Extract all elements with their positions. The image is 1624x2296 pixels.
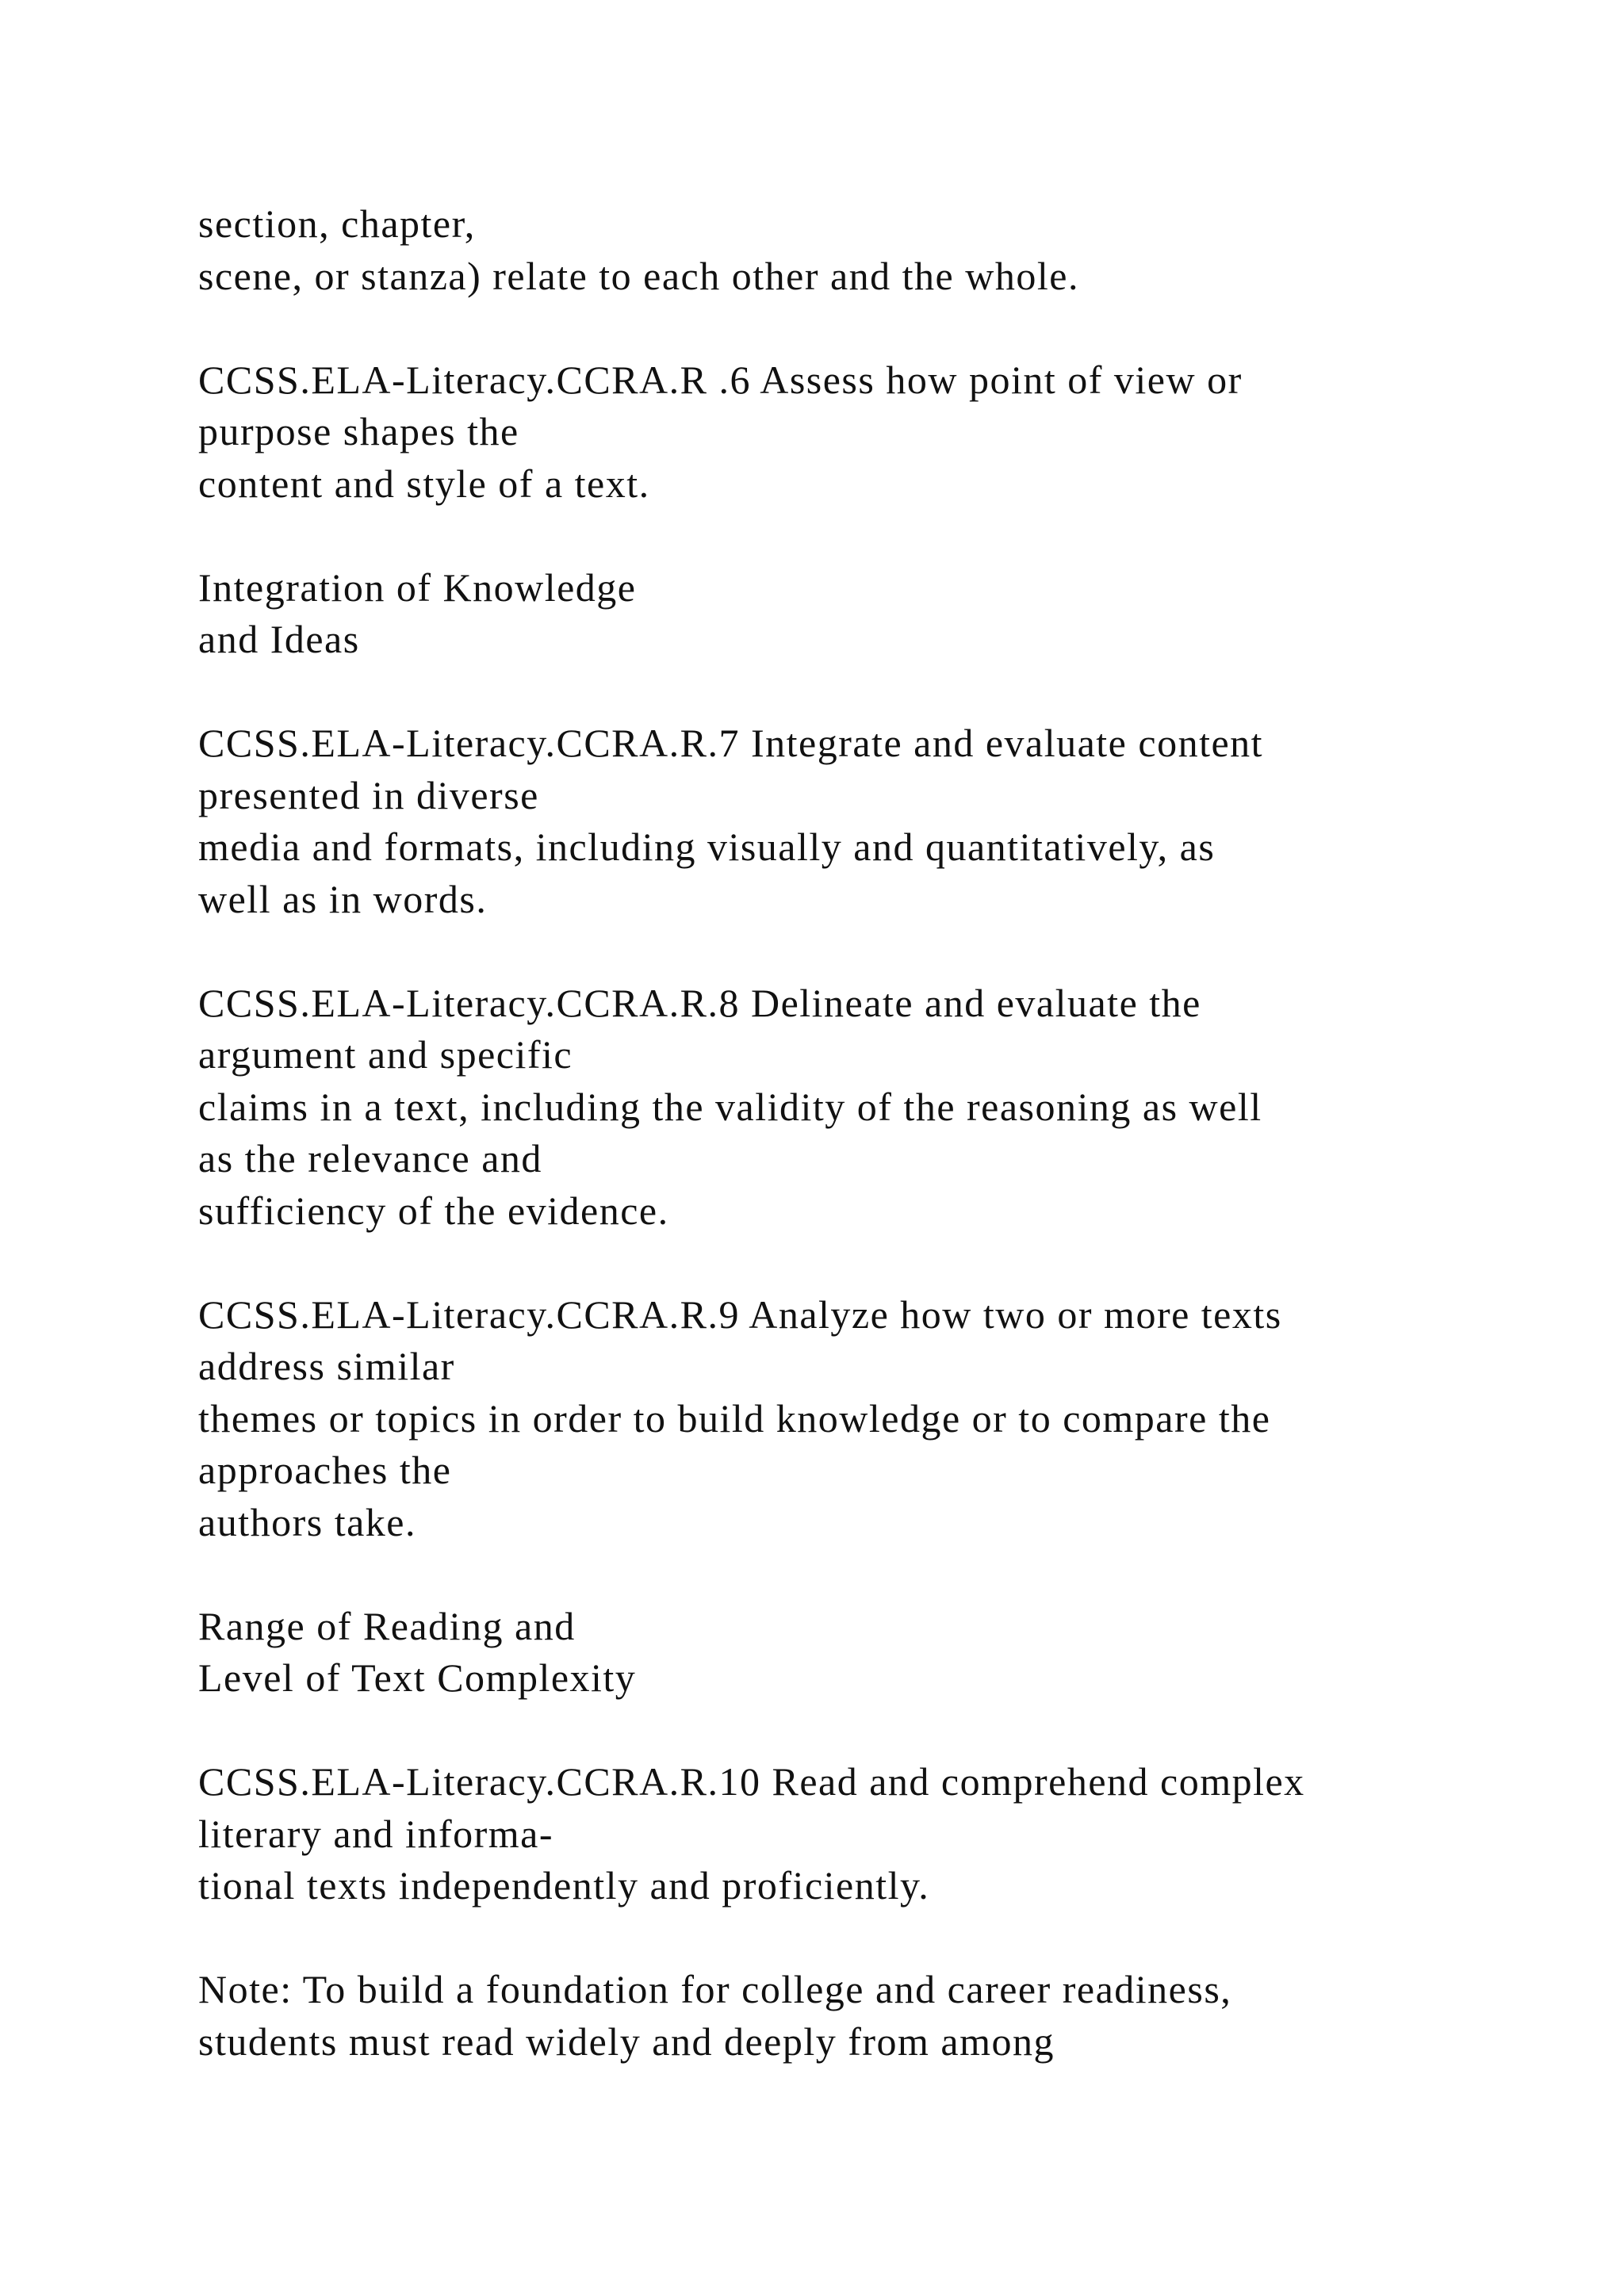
text-line: themes or topics in order to build knowledge or to compare the bbox=[198, 1395, 1271, 1441]
paragraph-standard-r10 bbox=[198, 1756, 1546, 1912]
document-body bbox=[198, 198, 1546, 2120]
text-line: authors take. bbox=[198, 1499, 416, 1544]
text-line: Level of Text Complexity bbox=[198, 1655, 637, 1700]
text-line: well as in words. bbox=[198, 876, 488, 921]
text-line: tional texts independently and proficiently. bbox=[198, 1863, 930, 1908]
text-line: sufficiency of the evidence. bbox=[198, 1188, 669, 1233]
text-line: purpose shapes the bbox=[198, 409, 519, 453]
text-line: CCSS.ELA-Literacy.CCRA.R.10 Read and comprehend complex bbox=[198, 1759, 1305, 1804]
paragraph-note bbox=[198, 1964, 1546, 2068]
text-line: CCSS.ELA-Literacy.CCRA.R .6 Assess how point of view or bbox=[198, 357, 1243, 402]
text-line: presented in diverse bbox=[198, 772, 539, 817]
text-line: Note: To build a foundation for college and career readiness, bbox=[198, 1967, 1232, 2011]
text-line: and Ideas bbox=[198, 617, 360, 661]
text-line: section, chapter, bbox=[198, 201, 476, 246]
text-line: claims in a text, including the validity of the reasoning as well bbox=[198, 1084, 1262, 1129]
text-line: address similar bbox=[198, 1344, 455, 1388]
text-line: CCSS.ELA-Literacy.CCRA.R.9 Analyze how two or more texts bbox=[198, 1292, 1282, 1337]
paragraph-standard-r8 bbox=[198, 978, 1546, 1238]
section-heading-integration bbox=[198, 562, 1546, 666]
text-line: CCSS.ELA-Literacy.CCRA.R.7 Integrate and evaluate content bbox=[198, 721, 1264, 765]
text-line: CCSS.ELA-Literacy.CCRA.R.8 Delineate and evaluate the bbox=[198, 980, 1201, 1025]
text-line: Range of Reading and bbox=[198, 1603, 576, 1648]
text-line: students must read widely and deeply from among bbox=[198, 2019, 1055, 2064]
text-line: as the relevance and bbox=[198, 1136, 542, 1181]
text-line: media and formats, including visually and quantitatively, as bbox=[198, 825, 1216, 869]
text-line: Integration of Knowledge bbox=[198, 564, 637, 610]
paragraph-structure-continuation bbox=[198, 198, 1546, 302]
text-line: content and style of a text. bbox=[198, 461, 650, 506]
text-line: approaches the bbox=[198, 1448, 452, 1492]
paragraph-standard-r9 bbox=[198, 1289, 1546, 1549]
paragraph-standard-r6 bbox=[198, 354, 1546, 511]
paragraph-standard-r7 bbox=[198, 718, 1546, 925]
section-heading-range bbox=[198, 1601, 1546, 1705]
text-line: argument and specific bbox=[198, 1032, 573, 1077]
text-line: literary and informa- bbox=[198, 1811, 553, 1856]
text-line: scene, or stanza) relate to each other and the whole. bbox=[198, 253, 1079, 298]
